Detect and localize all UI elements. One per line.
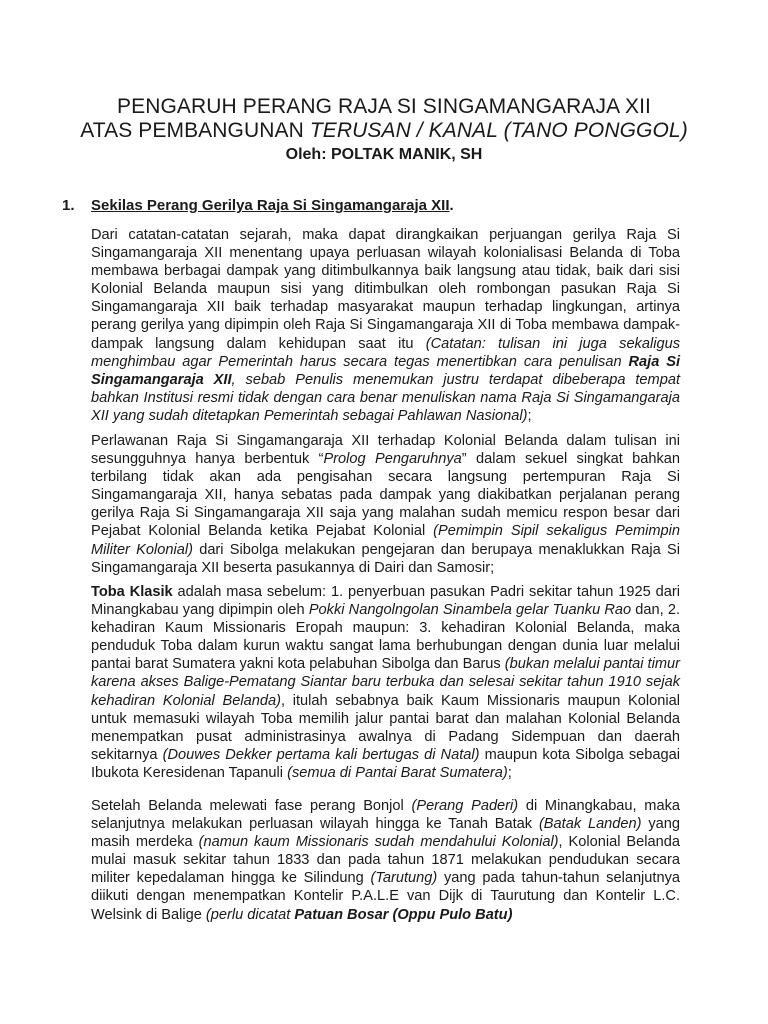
p3-italic-name: Pokki Nangolngolan Sinambela gelar Tuanku Rao <box>308 602 632 619</box>
paragraph-4 <box>91 797 680 924</box>
p1-italic-note-end: , sebab Penulis menemukan justru terdapat dibeberapa tempat bahkan Institusi resmi tidak dengan cara benar menuliskan nama Raja Si Singamangaraja XII yang sudah ditetapkan Pemerintah sebagai Pahlawan Nasional) <box>91 371 680 424</box>
title-line-2 <box>0 119 768 143</box>
p3-text-2: dan, 2. kehadiran Kaum Missionaris Eropah maupun: 3. kehadiran Kolonial Belanda, maka penduduk Toba dalam kurun waktu sangat lama berhubungan dengan dunia luar melalui pantai barat Sumatera yakni kota pelabuhan Sibolga dan Barus <box>91 602 681 673</box>
p4-text-2: di Minangkabau, maka selanjutnya melakukan perluasan wilayah hingga ke Tanah Batak <box>91 798 680 833</box>
p2-text-2: ” dalam sekuel singkat bahkan terbilang tidak akan ada pengisahan secara langsung pertempuran Raja Si Singamangaraja XII, hanya sebatas pada dampak yang diakibatkan perjalanan perang gerilya Raja Si Singamangaraja XII saja yang malahan sudah memicu respon besar dari Pejabat Kolonial Belanda ketika Pejabat Kolonial <box>91 451 681 540</box>
title-line-1: PENGARUH PERANG RAJA SI SINGAMANGARAJA XII <box>117 95 651 118</box>
p4-italic-3: (namun kaum Missionaris sudah mendahului Kolonial) <box>198 834 559 851</box>
paragraph-1 <box>91 226 680 425</box>
p4-text: Setelah Belanda melewati fase perang Bonjol <box>91 798 412 814</box>
section-number: 1. <box>62 197 75 214</box>
section-heading <box>62 196 454 216</box>
p4-bold-name: Patuan Bosar (Oppu Pulo Batu) <box>294 906 513 923</box>
p4-italic-2: (Batak Landen) <box>538 816 642 833</box>
p4-text-3: yang masih merdeka <box>91 816 680 851</box>
p1-end: ; <box>527 407 532 424</box>
p3-end: ; <box>507 764 512 781</box>
title-line-2-italic: TERUSAN / KANAL (TANO PONGGOL) <box>309 119 688 142</box>
p4-text-4: , Kolonial Belanda mulai masuk sekitar tahun 1833 dan pada tahun 1871 melakukan pendudukan secara militer kepedalaman hingga ke Silindung <box>91 834 680 887</box>
p4-italic-4: (Tarutung) <box>370 870 438 887</box>
p2-italic-prolog: Prolog Pengaruhnya <box>323 451 462 468</box>
author-line: Oleh: POLTAK MANIK, SH <box>285 146 483 163</box>
paragraph-3 <box>91 583 680 782</box>
p3-italic-note-3: (semua di Pantai Barat Sumatera) <box>287 764 508 781</box>
paragraph-2 <box>91 432 680 577</box>
p4-italic-1: (Perang Paderi) <box>411 798 519 814</box>
p3-italic-note-2: (Douwes Dekker pertama kali bertugas di Natal) <box>162 746 480 763</box>
p1-italic-note: (Catatan: tulisan ini juga sekaligus menghimbau agar Pemerintah harus secara tegas menertibkan cara penulisan <box>91 335 680 370</box>
p3-text-3: , itulah sebabnya baik Kaum Missionaris maupun Kolonial untuk memasuki wilayah Toba memilih jalur pantai barat dan malahan Kolonial Belanda menempatkan pusat administrasinya awalnya di Padang Sidempuan dan daerah sekitarnya <box>91 692 680 763</box>
p3-bold-term: Toba Klasik <box>91 584 173 600</box>
p2-text-3: dari Sibolga melakukan pengejaran dan berupaya menaklukkan Raja Si Singamangaraja XII beserta pasukannya di Dairi dan Samosir; <box>91 541 680 576</box>
section-heading-end: . <box>449 197 454 214</box>
section-heading-text: Sekilas Perang Gerilya Raja Si Singamangaraja XII <box>91 197 450 214</box>
p2-text: Perlawanan Raja Si Singamangaraja XII terhadap Kolonial Belanda dalam tulisan ini sesungguhnya hanya berbentuk “ <box>91 433 680 468</box>
title-line-2-prefix: ATAS PEMBANGUNAN <box>80 119 310 142</box>
p1-text: Dari catatan-catatan sejarah, maka dapat dirangkaikan perjuangan gerilya Raja Si Singamangaraja XII menentang upaya perluasan wilayah kolonialisasi Belanda di Toba membawa berbagai dampak yang ditimbulkannya baik langsung atau tidak, baik dari sisi Kolonial Belanda maupun sisi yang ditimbulkan oleh rombongan pasukan Raja Si Singamangaraja XII baik terhadap masyarakat maupun terhadap lingkungan, artinya perang gerilya yang dipimpin oleh Raja Si Singamangaraja XII di Toba membawa dampak-dampak langsung dalam kehidupan saat itu <box>91 227 680 352</box>
p2-italic-note: (Pemimpin Sipil sekaligus Pemimpin Militer Kolonial) <box>91 523 681 558</box>
p1-bold-name: Raja Si Singamangaraja XII <box>91 353 680 388</box>
p3-text: adalah masa sebelum: 1. penyerbuan pasukan Padri sekitar tahun 1925 dari Minangkabau yang dipimpin oleh <box>91 584 681 619</box>
p3-italic-note: (bukan melalui pantai timur karena akses Balige-Pematang Siantar baru terbuka dan selesai sekitar tahun 1910 sejak kehadiran Kolonial Belanda) <box>91 656 680 709</box>
p4-italic-5: (perlu dicatat <box>205 906 295 923</box>
p3-text-4: maupun kota Sibolga sebagai Ibukota Keresidenan Tapanuli <box>91 746 680 781</box>
p4-text-5: yang pada tahun-tahun selanjutnya diikuti dengan menempatkan Kontelir P.A.L.E van Dijk di Taurutung dan Kontelir L.C. Welsink di Balige <box>91 870 680 923</box>
